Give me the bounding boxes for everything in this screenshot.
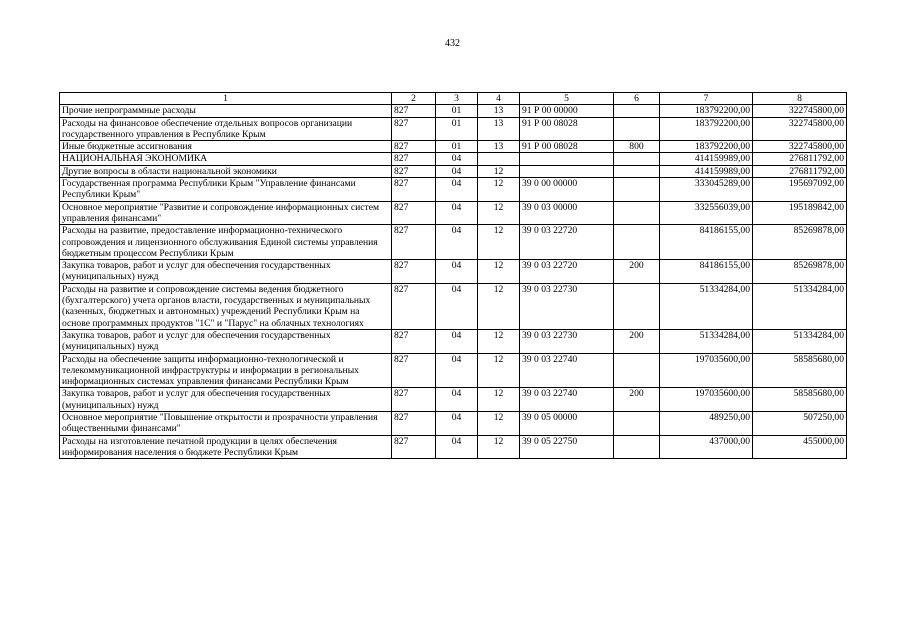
table-row [60, 105, 847, 117]
cell-subsection-code: 12 [478, 435, 520, 459]
cell-ministry-code: 827 [392, 260, 436, 284]
cell-target-article: 39 0 03 22740 [520, 388, 614, 412]
cell-amount-year-1: 414159989,00 [660, 165, 753, 177]
cell-section-code: 01 [436, 141, 478, 153]
cell-expense-type [614, 153, 660, 165]
cell-amount-year-2: 85269878,00 [753, 260, 847, 284]
cell-amount-year-1: 414159989,00 [660, 153, 753, 165]
cell-name: Расходы на развитие и сопровождение системы ведения бюджетного (бухгалтерского) учета органов власти, государственных и муниципальных (казенных, бюджетных и автономных) учреждений Республики Крым на основе программных продуктов "1С" и "Парус" на облачных технологиях [60, 283, 392, 329]
cell-ministry-code: 827 [392, 353, 436, 388]
cell-amount-year-2: 276811792,00 [753, 153, 847, 165]
cell-amount-year-2: 322745800,00 [753, 117, 847, 141]
cell-expense-type [614, 225, 660, 260]
column-header: 6 [614, 93, 660, 105]
cell-subsection-code: 13 [478, 117, 520, 141]
table-row [60, 260, 847, 284]
cell-target-article: 39 0 03 22720 [520, 260, 614, 284]
table-row [60, 353, 847, 388]
cell-ministry-code: 827 [392, 153, 436, 165]
cell-ministry-code: 827 [392, 165, 436, 177]
cell-target-article [520, 165, 614, 177]
cell-amount-year-1: 489250,00 [660, 412, 753, 436]
column-header: 1 [60, 93, 392, 105]
cell-expense-type [614, 165, 660, 177]
cell-ministry-code: 827 [392, 225, 436, 260]
cell-amount-year-2: 455000,00 [753, 435, 847, 459]
cell-name: Расходы на финансовое обеспечение отдельных вопросов организации государственного управления в Республике Крым [60, 117, 392, 141]
cell-target-article: 39 0 03 22730 [520, 283, 614, 329]
budget-table [59, 92, 847, 459]
cell-subsection-code: 12 [478, 412, 520, 436]
column-header: 7 [660, 93, 753, 105]
table-row [60, 153, 847, 165]
column-header: 8 [753, 93, 847, 105]
column-header: 5 [520, 93, 614, 105]
cell-section-code: 04 [436, 225, 478, 260]
cell-section-code: 04 [436, 329, 478, 353]
cell-amount-year-2: 507250,00 [753, 412, 847, 436]
cell-target-article [520, 153, 614, 165]
table-row [60, 412, 847, 436]
cell-target-article: 39 0 03 22740 [520, 353, 614, 388]
cell-amount-year-2: 51334284,00 [753, 283, 847, 329]
cell-section-code: 04 [436, 153, 478, 165]
table-row [60, 388, 847, 412]
table-row [60, 329, 847, 353]
cell-ministry-code: 827 [392, 201, 436, 225]
cell-amount-year-1: 197035600,00 [660, 353, 753, 388]
header-row [60, 93, 847, 105]
cell-section-code: 04 [436, 283, 478, 329]
cell-ministry-code: 827 [392, 412, 436, 436]
cell-name: Другие вопросы в области национальной экономики [60, 165, 392, 177]
cell-expense-type [614, 435, 660, 459]
cell-subsection-code: 13 [478, 105, 520, 117]
cell-subsection-code: 13 [478, 141, 520, 153]
cell-amount-year-2: 195189842,00 [753, 201, 847, 225]
cell-name: НАЦИОНАЛЬНАЯ ЭКОНОМИКА [60, 153, 392, 165]
cell-name: Закупка товаров, работ и услуг для обеспечения государственных (муниципальных) нужд [60, 329, 392, 353]
table-row [60, 201, 847, 225]
cell-name: Закупка товаров, работ и услуг для обеспечения государственных (муниципальных) нужд [60, 388, 392, 412]
cell-amount-year-1: 84186155,00 [660, 225, 753, 260]
cell-target-article: 91 Р 00 00000 [520, 105, 614, 117]
cell-expense-type: 200 [614, 329, 660, 353]
table-row [60, 225, 847, 260]
cell-section-code: 04 [436, 435, 478, 459]
cell-section-code: 01 [436, 117, 478, 141]
column-header: 3 [436, 93, 478, 105]
cell-target-article: 39 0 03 22720 [520, 225, 614, 260]
cell-section-code: 04 [436, 178, 478, 202]
cell-name: Расходы на изготовление печатной продукции в целях обеспечения информирования населения о бюджете Республики Крым [60, 435, 392, 459]
cell-name: Иные бюджетные ассигнования [60, 141, 392, 153]
cell-target-article: 39 0 03 00000 [520, 201, 614, 225]
cell-section-code: 04 [436, 388, 478, 412]
cell-amount-year-2: 322745800,00 [753, 105, 847, 117]
column-header: 2 [392, 93, 436, 105]
cell-target-article: 39 0 05 22750 [520, 435, 614, 459]
cell-amount-year-1: 183792200,00 [660, 117, 753, 141]
cell-name: Расходы на развитие, предоставление информационно-технического сопровождения и лицензионного обслуживания Единой системы управления бюджетным процессом Республики Крым [60, 225, 392, 260]
page-number: 432 [445, 38, 460, 49]
cell-ministry-code: 827 [392, 435, 436, 459]
cell-amount-year-2: 58585680,00 [753, 388, 847, 412]
cell-amount-year-2: 195697092,00 [753, 178, 847, 202]
table-row [60, 141, 847, 153]
cell-amount-year-2: 58585680,00 [753, 353, 847, 388]
cell-target-article: 91 Р 00 08028 [520, 141, 614, 153]
cell-amount-year-1: 51334284,00 [660, 329, 753, 353]
cell-amount-year-2: 85269878,00 [753, 225, 847, 260]
cell-ministry-code: 827 [392, 117, 436, 141]
cell-target-article: 39 0 03 22730 [520, 329, 614, 353]
cell-amount-year-1: 84186155,00 [660, 260, 753, 284]
cell-subsection-code: 12 [478, 260, 520, 284]
cell-subsection-code: 12 [478, 353, 520, 388]
cell-subsection-code: 12 [478, 178, 520, 202]
cell-name: Основное мероприятие "Повышение открытости и прозрачности управления общественными финансами" [60, 412, 392, 436]
cell-amount-year-1: 51334284,00 [660, 283, 753, 329]
cell-amount-year-1: 437000,00 [660, 435, 753, 459]
cell-expense-type: 200 [614, 388, 660, 412]
table-row [60, 435, 847, 459]
cell-amount-year-1: 183792200,00 [660, 141, 753, 153]
cell-ministry-code: 827 [392, 329, 436, 353]
cell-target-article: 39 0 00 00000 [520, 178, 614, 202]
cell-ministry-code: 827 [392, 105, 436, 117]
cell-amount-year-2: 51334284,00 [753, 329, 847, 353]
cell-section-code: 04 [436, 412, 478, 436]
cell-section-code: 04 [436, 165, 478, 177]
cell-ministry-code: 827 [392, 388, 436, 412]
cell-subsection-code: 12 [478, 165, 520, 177]
cell-name: Закупка товаров, работ и услуг для обеспечения государственных (муниципальных) нужд [60, 260, 392, 284]
cell-ministry-code: 827 [392, 141, 436, 153]
cell-amount-year-1: 197035600,00 [660, 388, 753, 412]
cell-name: Основное мероприятие "Развитие и сопровождение информационных систем управления финансами" [60, 201, 392, 225]
cell-expense-type [614, 117, 660, 141]
cell-target-article: 91 Р 00 08028 [520, 117, 614, 141]
cell-subsection-code: 12 [478, 201, 520, 225]
cell-section-code: 04 [436, 260, 478, 284]
cell-expense-type [614, 201, 660, 225]
cell-subsection-code: 12 [478, 388, 520, 412]
column-header: 4 [478, 93, 520, 105]
cell-subsection-code [478, 153, 520, 165]
cell-amount-year-2: 276811792,00 [753, 165, 847, 177]
cell-amount-year-2: 322745800,00 [753, 141, 847, 153]
cell-name: Расходы на обеспечение защиты информационно-технологической и телекоммуникационной инфраструктуры и информации в региональных информационных системах управления финансами Республики Крым [60, 353, 392, 388]
cell-target-article: 39 0 05 00000 [520, 412, 614, 436]
table-row [60, 165, 847, 177]
cell-amount-year-1: 183792200,00 [660, 105, 753, 117]
table-row [60, 283, 847, 329]
cell-expense-type: 800 [614, 141, 660, 153]
cell-expense-type [614, 178, 660, 202]
cell-expense-type [614, 353, 660, 388]
table-row [60, 178, 847, 202]
cell-expense-type [614, 412, 660, 436]
cell-ministry-code: 827 [392, 283, 436, 329]
cell-name: Прочие непрограммные расходы [60, 105, 392, 117]
cell-subsection-code: 12 [478, 225, 520, 260]
table-row [60, 117, 847, 141]
cell-section-code: 01 [436, 105, 478, 117]
cell-section-code: 04 [436, 353, 478, 388]
cell-subsection-code: 12 [478, 329, 520, 353]
cell-expense-type: 200 [614, 260, 660, 284]
cell-ministry-code: 827 [392, 178, 436, 202]
cell-amount-year-1: 333045289,00 [660, 178, 753, 202]
cell-subsection-code: 12 [478, 283, 520, 329]
cell-expense-type [614, 283, 660, 329]
cell-expense-type [614, 105, 660, 117]
cell-section-code: 04 [436, 201, 478, 225]
cell-name: Государственная программа Республики Крым "Управление финансами Республики Крым" [60, 178, 392, 202]
cell-amount-year-1: 332556039,00 [660, 201, 753, 225]
